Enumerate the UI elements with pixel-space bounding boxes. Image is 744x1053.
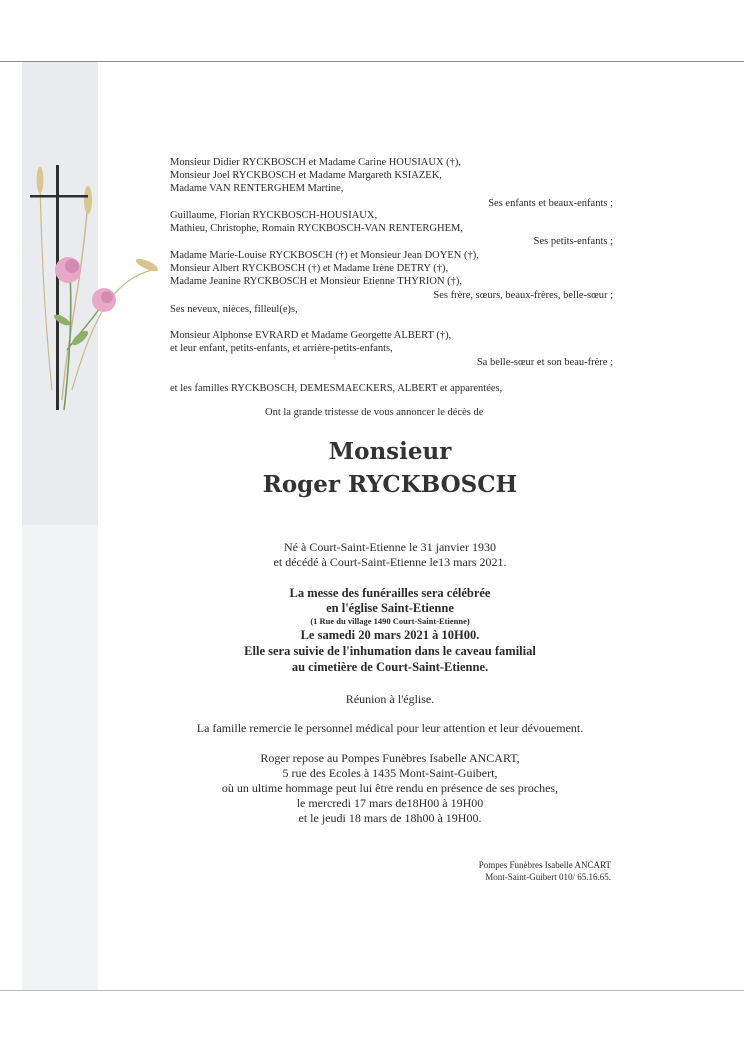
family-line: Monsieur Didier RYCKBOSCH et Madame Carine HOUSIAUX (†), bbox=[170, 157, 462, 168]
announcement: Ont la grande tristesse de vous annoncer le décès de bbox=[265, 407, 484, 418]
family-line: Monsieur Joel RYCKBOSCH et Madame Margareth KSIAZEK, bbox=[170, 170, 442, 181]
family-line: Guillaume, Florian RYCKBOSCH-HOUSIAUX, bbox=[170, 210, 378, 221]
birth-line: Né à Court-Saint-Etienne le 31 janvier 1930 bbox=[284, 540, 496, 554]
family-line: Monsieur Alphonse EVRARD et Madame Georgette ALBERT (†), bbox=[170, 330, 452, 341]
footer-phone: Mont-Saint-Guibert 010/ 65.16.65. bbox=[485, 872, 611, 882]
family-line: et leur enfant, petits-enfants, et arrière-petits-enfants, bbox=[170, 343, 393, 354]
family-role: Ses frère, sœurs, beaux-frères, belle-sœur ; bbox=[433, 290, 613, 301]
deceased-name: Roger RYCKBOSCH bbox=[262, 471, 518, 498]
death-line: et décédé à Court-Saint-Etienne le13 mars 2021. bbox=[273, 555, 507, 569]
visitation-line: et le jeudi 18 mars de 18h00 à 19H00. bbox=[298, 811, 482, 825]
family-line: Monsieur Albert RYCKBOSCH (†) et Madame Irène DETRY (†), bbox=[170, 263, 449, 274]
funeral-line: Elle sera suivie de l'inhumation dans le caveau familial bbox=[244, 644, 536, 658]
thanks-line: La famille remercie le personnel médical pour leur attention et leur dévouement. bbox=[196, 721, 584, 735]
visitation-line: Roger repose au Pompes Funèbres Isabelle ANCART, bbox=[260, 751, 520, 765]
visitation-line: le mercredi 17 mars de18H00 à 19H00 bbox=[296, 796, 484, 810]
funeral-line: La messe des funérailles sera célébrée bbox=[289, 586, 491, 600]
family-role: Ses enfants et beaux-enfants ; bbox=[488, 198, 613, 209]
footer-funeral-home: Pompes Funèbres Isabelle ANCART bbox=[478, 860, 611, 870]
funeral-date: Le samedi 20 mars 2021 à 10H00. bbox=[300, 628, 480, 642]
funeral-line: en l'église Saint-Etienne bbox=[326, 601, 454, 615]
family-line: et les familles RYCKBOSCH, DEMESMAECKERS, ALBERT et apparentées, bbox=[170, 383, 503, 394]
family-line: Madame VAN RENTERGHEM Martine, bbox=[170, 183, 344, 194]
bottom-rule bbox=[0, 990, 744, 991]
deceased-title: Monsieur bbox=[328, 438, 452, 465]
visitation-line: 5 rue des Ecoles à 1435 Mont-Saint-Guibert, bbox=[282, 766, 498, 780]
family-role: Sa belle-sœur et son beau-frère ; bbox=[476, 357, 613, 368]
family-role: Ses petits-enfants ; bbox=[533, 236, 613, 247]
visitation-line: où un ultime hommage peut lui être rendu en présence de ses proches, bbox=[221, 781, 559, 795]
family-line: Mathieu, Christophe, Romain RYCKBOSCH-VAN RENTERGHEM, bbox=[170, 223, 463, 234]
family-line: Ses neveux, nièces, filleul(e)s, bbox=[170, 304, 298, 315]
reunion-line: Réunion à l'église. bbox=[345, 692, 435, 706]
church-address: (1 Rue du village 1490 Court-Saint-Etienne) bbox=[310, 616, 470, 626]
family-line: Madame Jeanine RYCKBOSCH et Monsieur Etienne THYRION (†), bbox=[170, 276, 463, 287]
family-line: Madame Marie-Louise RYCKBOSCH (†) et Monsieur Jean DOYEN (†), bbox=[170, 250, 479, 261]
funeral-line: au cimetière de Court-Saint-Etienne. bbox=[291, 660, 489, 674]
